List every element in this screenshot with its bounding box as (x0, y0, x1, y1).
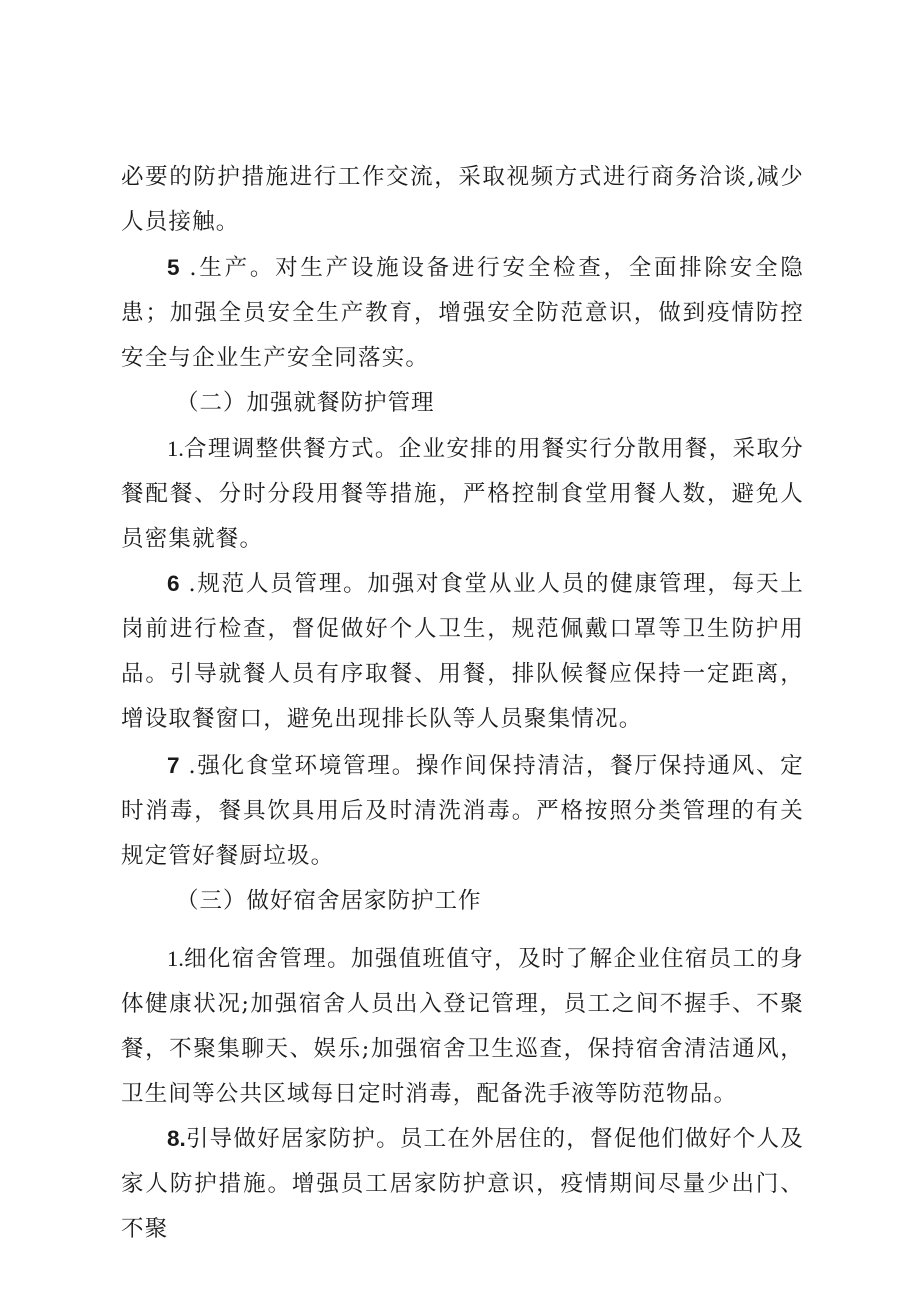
paragraph-text: 必要的防护措施进行工作交流，采取视频方式进行商务洽谈,减少人员接触。 (121, 164, 804, 235)
item-number: 1. (167, 946, 184, 971)
section-heading-2 (121, 381, 804, 426)
heading-text: （二）加强就餐防护管理 (176, 390, 435, 416)
heading-text: （三）做好宿舍居家防护工作 (176, 888, 482, 914)
item-number: 6 (167, 571, 180, 596)
paragraph-item-5 (121, 245, 804, 381)
paragraph-text: .生产。对生产设施设备进行安全检查，全面排除安全隐患；加强全员安全生产教育，增强安全防范意识，做到疫情防控安全与企业生产安全同落实。 (121, 255, 804, 371)
item-number: 8. (167, 1126, 186, 1151)
paragraph-item-1-dining (121, 426, 804, 562)
paragraph-text: 引导做好居家防护。员工在外居住的，督促他们做好个人及家人防护措施。增强员工居家防护意识，疫情期间尽量少出门、不聚 (121, 1126, 804, 1242)
paragraph-text: 细化宿舍管理。加强值班值守，及时了解企业住宿员工的身体健康状况;加强宿舍人员出入登记管理，员工之间不握手、不聚餐，不聚集聊天、娱乐;加强宿舍卫生巡查，保持宿舍清洁通风，卫生间等公共区域每日定时消毒，配备洗手液等防范物品。 (121, 946, 804, 1107)
paragraph-item-8 (121, 1116, 804, 1252)
item-number: 5 (167, 255, 180, 280)
paragraph-text: .规范人员管理。加强对食堂从业人员的健康管理，每天上岗前进行检查，督促做好个人卫生，规范佩戴口罩等卫生防护用品。引导就餐人员有序取餐、用餐，排队候餐应保持一定距离，增设取餐窗口，避免出现排长队等人员聚集情况。 (121, 571, 804, 732)
section-heading-3 (121, 879, 804, 924)
paragraph-item-6 (121, 561, 804, 742)
item-number: 1. (167, 436, 184, 461)
paragraph-continued (121, 155, 804, 245)
paragraph-text: 合理调整供餐方式。企业安排的用餐实行分散用餐，采取分餐配餐、分时分段用餐等措施，严格控制食堂用餐人数，避免人员密集就餐。 (121, 436, 804, 552)
paragraph-item-7 (121, 743, 804, 879)
paragraph-text: .强化食堂环境管理。操作间保持清洁，餐厅保持通风、定时消毒，餐具饮具用后及时清洗消毒。严格按照分类管理的有关规定管好餐厨垃圾。 (121, 753, 804, 869)
item-number: 7 (167, 753, 180, 778)
paragraph-item-1-dormitory (121, 936, 804, 1117)
